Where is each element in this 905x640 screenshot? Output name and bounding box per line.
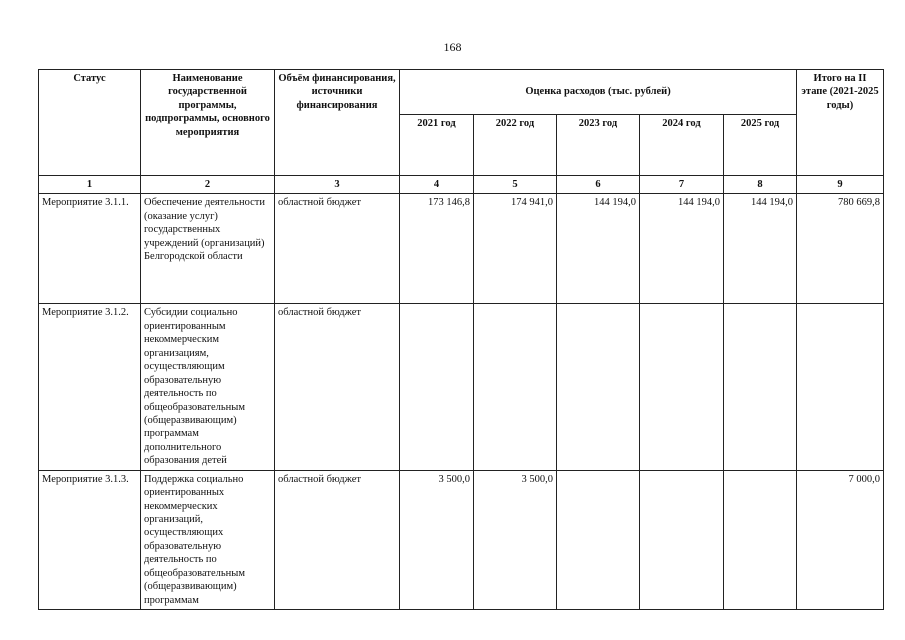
column-number: 8 <box>724 176 797 194</box>
row-value-2025: 144 194,0 <box>724 194 797 304</box>
row-name: Обеспечение деятельности (оказание услуг) государственных учреждений (организаций) Белгородской области <box>141 194 275 304</box>
row-total: 780 669,8 <box>797 194 884 304</box>
row-name: Поддержка социально ориентированных некоммерческих организаций, осуществляющих образовательную деятельность по общеобразовательным (общеразвивающим) программам <box>141 470 275 609</box>
row-status: Мероприятие 3.1.2. <box>39 304 141 470</box>
table-row <box>39 194 884 304</box>
row-source: областной бюджет <box>275 194 400 304</box>
row-value-2024: 144 194,0 <box>640 194 724 304</box>
row-status: Мероприятие 3.1.1. <box>39 194 141 304</box>
page-number: 168 <box>443 40 462 54</box>
row-value-2022 <box>474 304 557 470</box>
row-name: Субсидии социально ориентированным некоммерческим организациям, осуществляющим образовательную деятельность по общеобразовательным (общеразвивающим) программам дополнительного образования детей <box>141 304 275 470</box>
row-value-2021 <box>400 304 474 470</box>
header-total: Итого на II этапе (2021-2025 годы) <box>797 70 884 176</box>
header-year-2025: 2025 год <box>724 115 797 176</box>
budget-table <box>38 69 884 610</box>
row-value-2024 <box>640 304 724 470</box>
column-number: 7 <box>640 176 724 194</box>
row-total: 7 000,0 <box>797 470 884 609</box>
column-number: 3 <box>275 176 400 194</box>
table-row <box>39 304 884 470</box>
row-source: областной бюджет <box>275 470 400 609</box>
column-number: 6 <box>557 176 640 194</box>
row-status: Мероприятие 3.1.3. <box>39 470 141 609</box>
row-value-2022: 174 941,0 <box>474 194 557 304</box>
header-estimate: Оценка расходов (тыс. рублей) <box>400 70 797 115</box>
header-name: Наименование государственной программы, подпрограммы, основного мероприятия <box>141 70 275 176</box>
row-value-2023 <box>557 470 640 609</box>
row-value-2023: 144 194,0 <box>557 194 640 304</box>
column-number: 5 <box>474 176 557 194</box>
row-total <box>797 304 884 470</box>
header-year-2024: 2024 год <box>640 115 724 176</box>
column-number: 4 <box>400 176 474 194</box>
column-number: 2 <box>141 176 275 194</box>
row-value-2024 <box>640 470 724 609</box>
column-number-row <box>39 176 884 194</box>
row-value-2023 <box>557 304 640 470</box>
row-source: областной бюджет <box>275 304 400 470</box>
row-value-2021: 173 146,8 <box>400 194 474 304</box>
header-volume: Объём финансирования, источники финансирования <box>275 70 400 176</box>
header-row-1 <box>39 70 884 115</box>
row-value-2022: 3 500,0 <box>474 470 557 609</box>
row-value-2025 <box>724 470 797 609</box>
header-year-2022: 2022 год <box>474 115 557 176</box>
column-number: 9 <box>797 176 884 194</box>
table-row <box>39 470 884 609</box>
column-number: 1 <box>39 176 141 194</box>
row-value-2025 <box>724 304 797 470</box>
row-value-2021: 3 500,0 <box>400 470 474 609</box>
header-status: Статус <box>39 70 141 176</box>
header-year-2021: 2021 год <box>400 115 474 176</box>
header-year-2023: 2023 год <box>557 115 640 176</box>
